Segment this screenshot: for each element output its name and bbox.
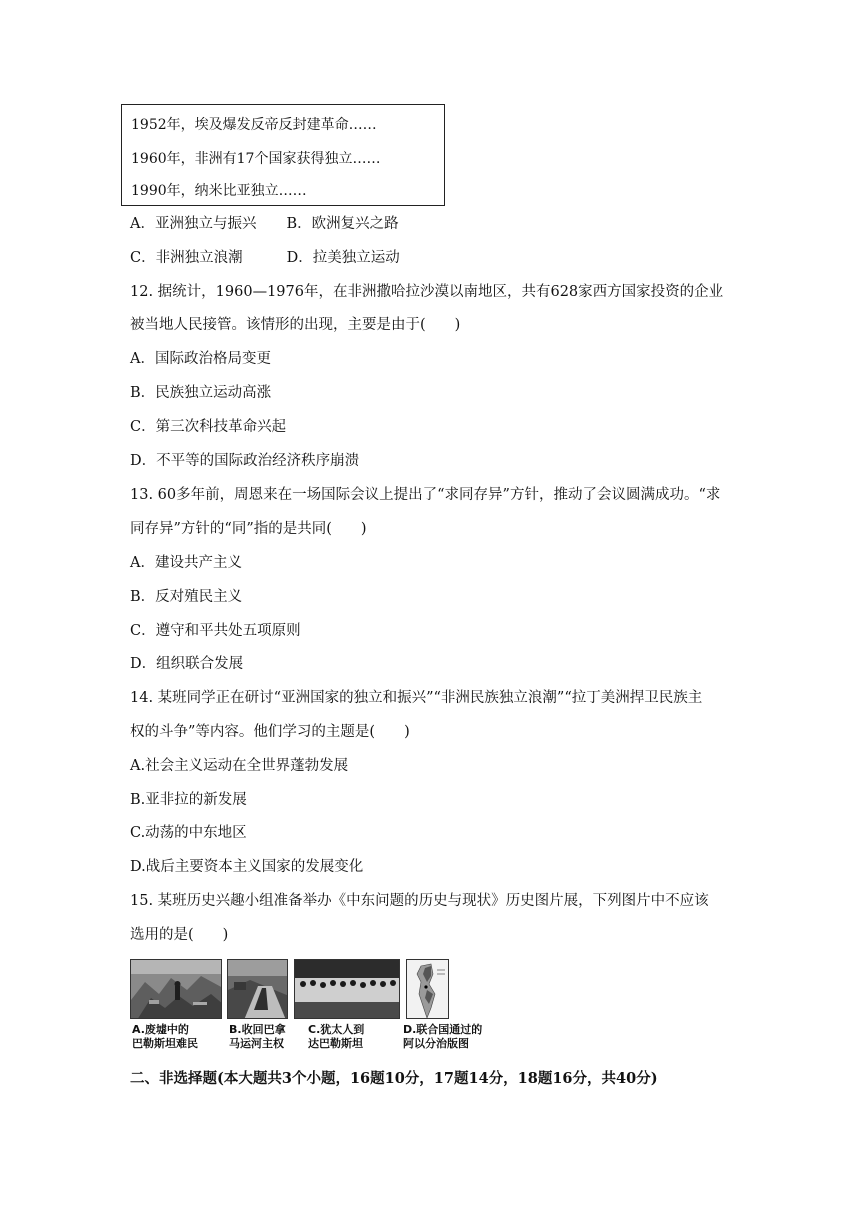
q13-option-c: C．遵守和平共处五项原则 (130, 623, 301, 639)
q14-option-b: B.亚非拉的新发展 (130, 792, 247, 808)
q15-stem-line-1: 15. 某班历史兴趣小组准备举办《中东问题的历史与现状》历史图片展，下列图片中不应该 (130, 893, 709, 909)
canal-photo (227, 959, 288, 1019)
q11-option-c: C．非洲独立浪潮 (130, 250, 243, 266)
q15-image-strip (130, 959, 483, 1055)
q13-stem-line-1: 13. 60多年前，周恩来在一场国际会议上提出了“求同存异”方针，推动了会议圆满成功。“求 (130, 487, 721, 503)
q14-stem-line-2: 权的斗争”等内容。他们学习的主题是( ) (130, 724, 410, 740)
q11-option-d: D．拉美独立运动 (286, 250, 400, 266)
material-box (121, 104, 445, 206)
q15-caption-d: D.联合国通过的 阿以分治版图 (403, 1023, 483, 1050)
q13-stem-line-2: 同存异”方针的“同”指的是共同( ) (130, 521, 367, 537)
q15-caption-c: C.犹太人到 达巴勒斯坦 (308, 1023, 365, 1050)
q12-option-c: C．第三次科技革命兴起 (130, 419, 287, 435)
q13-option-a: A．建设共产主义 (130, 555, 242, 571)
q12-option-a: A．国际政治格局变更 (130, 351, 271, 367)
material-line-1: 1952年，埃及爆发反帝反封建革命…… (131, 117, 377, 133)
q11-options-row-1 (130, 214, 399, 234)
material-line-2: 1960年，非洲有17个国家获得独立…… (131, 151, 381, 167)
partition-map (406, 959, 449, 1019)
section-2-heading: 二、非选择题(本大题共3个小题，16题10分，17题14分，18题16分，共40分) (130, 1070, 658, 1087)
refugee-photo (130, 959, 222, 1019)
q14-stem-line-1: 14. 某班同学正在研讨“亚洲国家的独立和振兴”“非洲民族独立浪潮”“拉丁美洲捍卫民族主 (130, 690, 703, 706)
q12-option-b: B．民族独立运动高涨 (130, 385, 272, 401)
q15-caption-b: B.收回巴拿 马运河主权 (229, 1023, 286, 1050)
material-line-3: 1990年，纳米比亚独立…… (131, 183, 307, 199)
q11-option-a: A．亚洲独立与振兴 (130, 216, 257, 232)
q13-option-d: D．组织联合发展 (130, 656, 244, 672)
q14-option-a: A.社会主义运动在全世界蓬勃发展 (130, 758, 349, 774)
q12-stem-line-2: 被当地人民接管。该情形的出现，主要是由于( ) (130, 317, 461, 333)
q12-option-d: D．不平等的国际政治经济秩序崩溃 (130, 453, 360, 469)
q11-option-b: B．欧洲复兴之路 (286, 216, 399, 232)
jewish-migration-photo (294, 959, 400, 1019)
q15-caption-a: A.废墟中的 巴勒斯坦难民 (132, 1023, 198, 1050)
q14-option-d: D.战后主要资本主义国家的发展变化 (130, 859, 364, 875)
q15-stem-line-2: 选用的是( ) (130, 927, 229, 943)
q14-option-c: C.动荡的中东地区 (130, 825, 247, 841)
q12-stem-line-1: 12. 据统计，1960—1976年，在非洲撒哈拉沙漠以南地区，共有628家西方国家投资的企业 (130, 284, 724, 300)
q11-options-row-2 (130, 248, 400, 268)
q13-option-b: B．反对殖民主义 (130, 589, 243, 605)
